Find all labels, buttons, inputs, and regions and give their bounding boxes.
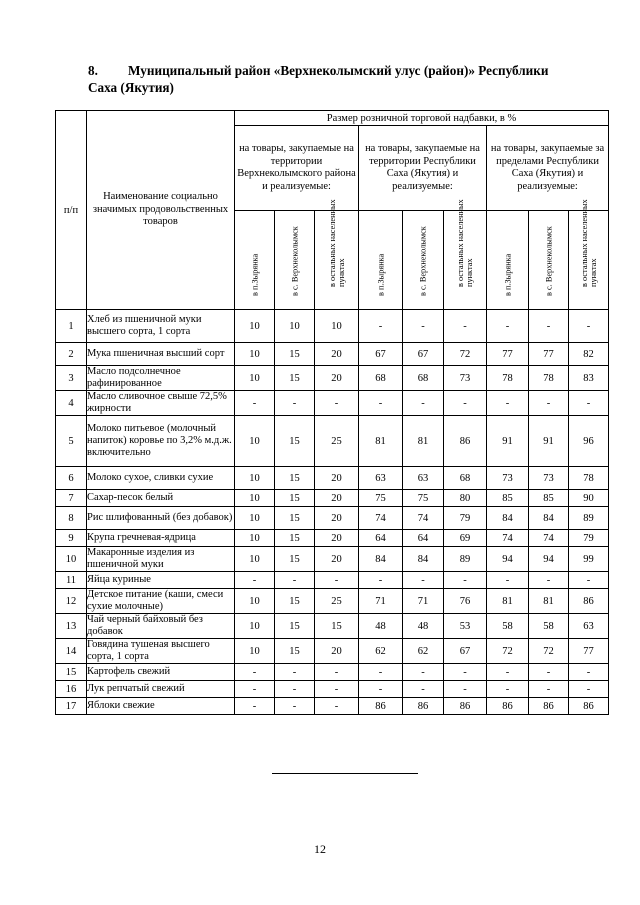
markup-value: 25 xyxy=(315,589,359,614)
document-heading xyxy=(88,62,593,96)
markup-value: 74 xyxy=(487,530,529,547)
markup-value: - xyxy=(487,310,529,343)
row-number: 10 xyxy=(56,547,87,572)
markup-value: 20 xyxy=(315,507,359,530)
markup-value: 73 xyxy=(487,467,529,490)
markup-value: 10 xyxy=(235,639,275,664)
markup-value: 81 xyxy=(403,416,444,467)
markup-value: 15 xyxy=(275,589,315,614)
markup-value: 68 xyxy=(403,366,444,391)
markup-value: 71 xyxy=(359,589,403,614)
row-number: 9 xyxy=(56,530,87,547)
markup-value: 64 xyxy=(403,530,444,547)
markup-value: 83 xyxy=(569,366,609,391)
markup-value: 86 xyxy=(529,698,569,715)
table-row xyxy=(56,310,609,343)
markup-value: - xyxy=(569,310,609,343)
markup-value: 10 xyxy=(235,507,275,530)
markup-value: - xyxy=(403,664,444,681)
markup-value: 20 xyxy=(315,467,359,490)
markup-value: - xyxy=(275,391,315,416)
heading-line-1: Муниципальный район «Верхнеколымский улус (район)» Республики xyxy=(128,63,549,78)
location-header: в остальных населенных пунктах xyxy=(444,211,487,310)
product-name: Масло подсолнечное рафинированное xyxy=(87,366,235,391)
markup-value: - xyxy=(487,681,529,698)
markup-value: 15 xyxy=(275,416,315,467)
markup-value: 15 xyxy=(275,507,315,530)
markup-value: 86 xyxy=(444,416,487,467)
table-row xyxy=(56,639,609,664)
markup-value: - xyxy=(315,664,359,681)
markup-value: - xyxy=(529,664,569,681)
markup-value: 15 xyxy=(315,614,359,639)
markup-value: 85 xyxy=(487,490,529,507)
markup-value: - xyxy=(487,664,529,681)
markup-value: - xyxy=(529,681,569,698)
markup-value: 20 xyxy=(315,366,359,391)
col-header-markup-group: Размер розничной торговой надбавки, в % xyxy=(235,111,609,126)
markup-value: 75 xyxy=(403,490,444,507)
markup-value: 20 xyxy=(315,639,359,664)
row-number: 14 xyxy=(56,639,87,664)
location-header: в остальных населенных пунктах xyxy=(315,211,359,310)
markup-value: 84 xyxy=(403,547,444,572)
markup-value: 25 xyxy=(315,416,359,467)
table-row xyxy=(56,467,609,490)
markup-value: - xyxy=(569,664,609,681)
markup-value: 76 xyxy=(444,589,487,614)
markup-value: - xyxy=(444,391,487,416)
table-row xyxy=(56,416,609,467)
table-header xyxy=(56,111,609,310)
markup-value: - xyxy=(529,310,569,343)
markup-value: 10 xyxy=(235,530,275,547)
table-row xyxy=(56,547,609,572)
markup-value: 62 xyxy=(359,639,403,664)
markup-value: 10 xyxy=(235,547,275,572)
col-header-number: п/п xyxy=(56,111,87,310)
subgroup-header-local: на товары, закупаемые на территории Верхнеколымского района и реализуемые: xyxy=(235,126,359,211)
table-row xyxy=(56,572,609,589)
markup-value: 15 xyxy=(275,530,315,547)
markup-value: 77 xyxy=(569,639,609,664)
markup-value: 73 xyxy=(444,366,487,391)
markup-value: - xyxy=(275,572,315,589)
location-header: в с. Верхнеколымск xyxy=(403,211,444,310)
markup-value: 15 xyxy=(275,614,315,639)
markup-value: - xyxy=(315,698,359,715)
row-number: 15 xyxy=(56,664,87,681)
table-row xyxy=(56,366,609,391)
markup-value: 84 xyxy=(529,507,569,530)
markup-value: - xyxy=(359,681,403,698)
markup-value: 94 xyxy=(487,547,529,572)
markup-value: - xyxy=(359,391,403,416)
markup-value: 10 xyxy=(235,416,275,467)
table-row xyxy=(56,681,609,698)
row-number: 8 xyxy=(56,507,87,530)
product-name: Молоко сухое, сливки сухие xyxy=(87,467,235,490)
markup-value: - xyxy=(569,681,609,698)
markup-value: - xyxy=(315,391,359,416)
markup-value: - xyxy=(359,310,403,343)
markup-value: 72 xyxy=(529,639,569,664)
markup-value: 89 xyxy=(569,507,609,530)
markup-value: - xyxy=(235,391,275,416)
col-header-name: Наименование социально значимых продовольственных товаров xyxy=(87,111,235,310)
subgroup-header-republic: на товары, закупаемые на территории Республики Саха (Якутия) и реализуемые: xyxy=(359,126,487,211)
table-row xyxy=(56,343,609,366)
row-number: 2 xyxy=(56,343,87,366)
markup-value: 63 xyxy=(569,614,609,639)
table-row xyxy=(56,490,609,507)
markup-value: 15 xyxy=(275,366,315,391)
markup-value: 74 xyxy=(359,507,403,530)
markup-value: - xyxy=(403,310,444,343)
markup-value: 71 xyxy=(403,589,444,614)
table-row xyxy=(56,664,609,681)
product-name: Чай черный байховый без добавок xyxy=(87,614,235,639)
markup-value: 15 xyxy=(275,343,315,366)
row-number: 3 xyxy=(56,366,87,391)
markup-value: 10 xyxy=(235,589,275,614)
markup-value: 10 xyxy=(275,310,315,343)
markup-value: - xyxy=(487,572,529,589)
markup-value: 90 xyxy=(569,490,609,507)
product-name: Рис шлифованный (без добавок) xyxy=(87,507,235,530)
markup-value: 63 xyxy=(359,467,403,490)
markup-value: 73 xyxy=(529,467,569,490)
markup-table xyxy=(55,110,609,715)
markup-value: - xyxy=(235,664,275,681)
section-number: 8. xyxy=(88,63,98,78)
product-name: Детское питание (каши, смеси сухие молочные) xyxy=(87,589,235,614)
markup-value: - xyxy=(529,572,569,589)
markup-value: 20 xyxy=(315,490,359,507)
markup-value: 81 xyxy=(359,416,403,467)
product-name: Макаронные изделия из пшеничной муки xyxy=(87,547,235,572)
markup-value: 15 xyxy=(275,467,315,490)
markup-value: 91 xyxy=(529,416,569,467)
table-row xyxy=(56,589,609,614)
product-name: Яблоки свежие xyxy=(87,698,235,715)
row-number: 13 xyxy=(56,614,87,639)
markup-value: - xyxy=(403,391,444,416)
markup-value: - xyxy=(403,681,444,698)
markup-value: 84 xyxy=(487,507,529,530)
product-name: Молоко питьевое (молочный напиток) коровье по 3,2% м.д.ж. включительно xyxy=(87,416,235,467)
markup-value: 67 xyxy=(403,343,444,366)
markup-value: 10 xyxy=(235,467,275,490)
markup-value: 72 xyxy=(444,343,487,366)
markup-value: 78 xyxy=(487,366,529,391)
markup-value: 20 xyxy=(315,530,359,547)
markup-value: 64 xyxy=(359,530,403,547)
product-name: Сахар-песок белый xyxy=(87,490,235,507)
product-name: Хлеб из пшеничной муки высшего сорта, 1 сорта xyxy=(87,310,235,343)
markup-value: 58 xyxy=(529,614,569,639)
markup-value: - xyxy=(403,572,444,589)
subgroup-header-outside: на товары, закупаемые за пределами Республики Саха (Якутия) и реализуемые: xyxy=(487,126,609,211)
markup-value: - xyxy=(444,572,487,589)
markup-value: - xyxy=(315,572,359,589)
markup-value: - xyxy=(359,572,403,589)
markup-value: 10 xyxy=(235,310,275,343)
markup-value: 10 xyxy=(235,614,275,639)
row-number: 5 xyxy=(56,416,87,467)
heading-line-2: Саха (Якутия) xyxy=(88,80,174,95)
markup-value: 79 xyxy=(444,507,487,530)
markup-value: 74 xyxy=(403,507,444,530)
markup-value: 78 xyxy=(569,467,609,490)
markup-value: 77 xyxy=(529,343,569,366)
row-number: 7 xyxy=(56,490,87,507)
markup-value: 99 xyxy=(569,547,609,572)
markup-value: - xyxy=(444,664,487,681)
row-number: 1 xyxy=(56,310,87,343)
markup-value: 75 xyxy=(359,490,403,507)
markup-value: 20 xyxy=(315,343,359,366)
markup-value: 86 xyxy=(487,698,529,715)
row-number: 17 xyxy=(56,698,87,715)
markup-value: 89 xyxy=(444,547,487,572)
table-row xyxy=(56,391,609,416)
product-name: Говядина тушеная высшего сорта, 1 сорта xyxy=(87,639,235,664)
markup-value: 10 xyxy=(235,343,275,366)
markup-value: 91 xyxy=(487,416,529,467)
markup-value: 69 xyxy=(444,530,487,547)
markup-value: 68 xyxy=(444,467,487,490)
markup-value: - xyxy=(569,572,609,589)
page-number: 12 xyxy=(314,842,326,856)
markup-value: 94 xyxy=(529,547,569,572)
markup-value: 82 xyxy=(569,343,609,366)
row-number: 11 xyxy=(56,572,87,589)
product-name: Яйца куриные xyxy=(87,572,235,589)
markup-value: 85 xyxy=(529,490,569,507)
table-row xyxy=(56,698,609,715)
markup-value: 96 xyxy=(569,416,609,467)
markup-value: 67 xyxy=(359,343,403,366)
markup-value: 10 xyxy=(235,490,275,507)
markup-value: - xyxy=(444,310,487,343)
location-header: в с. Верхнеколымск xyxy=(529,211,569,310)
markup-value: 20 xyxy=(315,547,359,572)
markup-value: 63 xyxy=(403,467,444,490)
markup-value: - xyxy=(529,391,569,416)
markup-value: 81 xyxy=(487,589,529,614)
product-name: Картофель свежий xyxy=(87,664,235,681)
markup-value: 15 xyxy=(275,639,315,664)
location-header: в с. Верхнеколымск xyxy=(275,211,315,310)
row-number: 4 xyxy=(56,391,87,416)
markup-value: 81 xyxy=(529,589,569,614)
markup-value: - xyxy=(275,681,315,698)
markup-value: - xyxy=(235,572,275,589)
markup-value: 86 xyxy=(569,589,609,614)
markup-value: - xyxy=(235,681,275,698)
markup-value: - xyxy=(235,698,275,715)
markup-value: - xyxy=(359,664,403,681)
markup-value: 10 xyxy=(235,366,275,391)
markup-value: - xyxy=(315,681,359,698)
product-name: Масло сливочное свыше 72,5% жирности xyxy=(87,391,235,416)
table-row xyxy=(56,614,609,639)
markup-value: - xyxy=(487,391,529,416)
location-header: в п.Зырянка xyxy=(235,211,275,310)
markup-value: 62 xyxy=(403,639,444,664)
markup-value: 80 xyxy=(444,490,487,507)
markup-value: 68 xyxy=(359,366,403,391)
row-number: 12 xyxy=(56,589,87,614)
markup-value: 74 xyxy=(529,530,569,547)
footnote-rule xyxy=(272,773,418,774)
product-name: Мука пшеничная высший сорт xyxy=(87,343,235,366)
markup-value: 67 xyxy=(444,639,487,664)
markup-value: 79 xyxy=(569,530,609,547)
markup-value: - xyxy=(275,664,315,681)
markup-value: 15 xyxy=(275,547,315,572)
markup-value: 86 xyxy=(359,698,403,715)
product-name: Лук репчатый свежий xyxy=(87,681,235,698)
table-body xyxy=(56,310,609,715)
markup-value: 78 xyxy=(529,366,569,391)
markup-value: 58 xyxy=(487,614,529,639)
location-header: в остальных населенных пунктах xyxy=(569,211,609,310)
markup-value: - xyxy=(275,698,315,715)
table-row xyxy=(56,530,609,547)
markup-value: 15 xyxy=(275,490,315,507)
markup-value: 86 xyxy=(444,698,487,715)
markup-value: - xyxy=(569,391,609,416)
markup-value: 86 xyxy=(569,698,609,715)
table-row xyxy=(56,507,609,530)
markup-value: 77 xyxy=(487,343,529,366)
row-number: 6 xyxy=(56,467,87,490)
markup-value: 48 xyxy=(359,614,403,639)
markup-value: 86 xyxy=(403,698,444,715)
markup-value: - xyxy=(444,681,487,698)
markup-value: 84 xyxy=(359,547,403,572)
markup-value: 10 xyxy=(315,310,359,343)
location-header: в п.Зырянка xyxy=(359,211,403,310)
markup-value: 72 xyxy=(487,639,529,664)
location-header: в п.Зырянка xyxy=(487,211,529,310)
product-name: Крупа гречневая-ядрица xyxy=(87,530,235,547)
row-number: 16 xyxy=(56,681,87,698)
markup-value: 48 xyxy=(403,614,444,639)
markup-value: 53 xyxy=(444,614,487,639)
